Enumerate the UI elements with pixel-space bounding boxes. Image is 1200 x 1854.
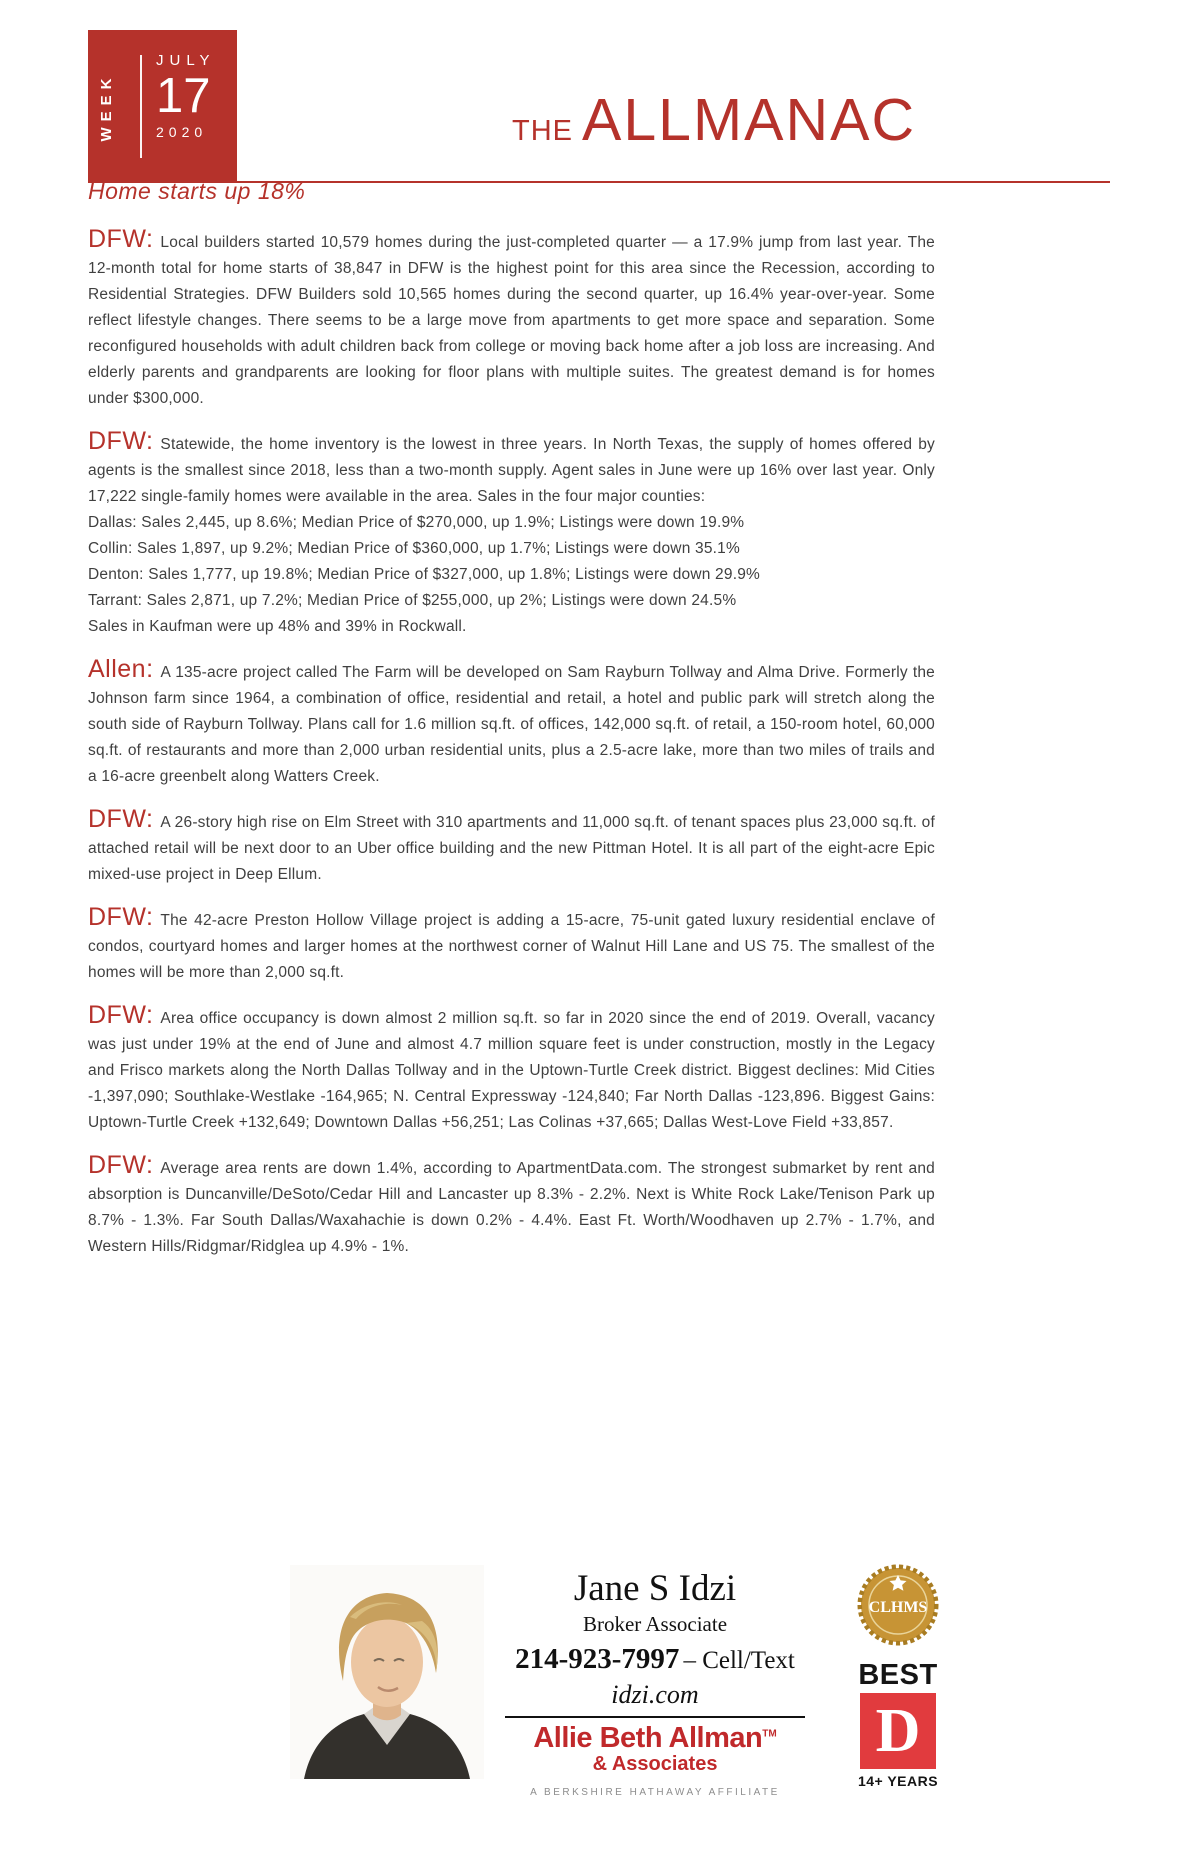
clhms-seal-icon [856, 1563, 940, 1647]
section-lead-dfw: DFW: [88, 225, 154, 253]
agent-contact-block [495, 1563, 815, 1798]
d-magazine-square [860, 1693, 936, 1769]
date-day: 17 [156, 69, 211, 123]
phone-number: 214-923-7997 [515, 1642, 680, 1675]
section-lead-dfw: DFW: [88, 903, 154, 931]
paragraph-area-rents [88, 1153, 935, 1260]
paragraph-text: Statewide, the home inventory is the lowest in three years. In North Texas, the supply of homes offered by agents is the smallest since 2018, less than a two-month supply. Agent sales in June were up 16% over last year. Only 17,222 single-family homes were available in the area. Sales in the four major counties: [88, 436, 935, 505]
badge-divider [140, 55, 142, 158]
paragraph-home-starts [88, 227, 935, 412]
county-stat-line: Collin: Sales 1,897, up 9.2%; Median Price of $360,000, up 1.7%; Listings were down 35.1% [88, 540, 740, 557]
paragraph-text: Local builders started 10,579 homes during the just-completed quarter — a 17.9% jump from last year. The 12-month total for home starts of 38,847 in DFW is the highest point for this area since the Recession, according to Residential Strategies. DFW Builders sold 10,565 homes during the second quarter, up 16.4% year-over-year. Some reflect lifestyle changes. There seems to be a large move from apartments to get more space and separation. Some reconfigured households with adult children back from college or moving back home after a job loss are increasing. And elderly parents and grandparents are looking for floor plans with multiple suites. The greatest demand is for homes under $300,000. [88, 234, 935, 407]
date-year: 2020 [156, 124, 208, 141]
paragraph-inventory [88, 429, 935, 510]
date-month: JULY [156, 52, 216, 69]
agent-name: Jane S Idzi [573, 1568, 737, 1609]
county-stat-line: Dallas: Sales 2,445, up 8.6%; Median Price of $270,000, up 1.9%; Listings were down 19.9% [88, 514, 745, 531]
date-column [156, 52, 216, 140]
county-stat-line: Denton: Sales 1,777, up 19.8%; Median Price of $327,000, up 1.8%; Listings were down 29.9% [88, 566, 761, 583]
best-d-badge [853, 1661, 943, 1789]
brokerage-logo [495, 1721, 815, 1754]
week-label: WEEK [98, 72, 115, 141]
paragraph-preston-hollow [88, 905, 935, 986]
paragraph-text: Average area rents are down 1.4%, according to ApartmentData.com. The strongest submarket by rent and absorption is Duncanville/DeSoto/Cedar Hill and Lancaster up 8.3% - 2.2%. Next is White Rock Lake/Tenison Park up 8.7% - 1.3%. Far South Dallas/Waxahachie is down 0.2% - 4.4%. East Ft. Worth/Woodhaven up 2.7% - 1.7%, and Western Hills/Ridgmar/Ridglea up 4.9% - 1%. [88, 1160, 935, 1255]
title-the: THE [512, 115, 573, 147]
agent-title: Broker Associate [582, 1611, 728, 1636]
clhms-text: CLHMS [868, 1599, 928, 1616]
section-lead-dfw: DFW: [88, 1001, 154, 1029]
county-stat-line: Tarrant: Sales 2,871, up 7.2%; Median Price of $255,000, up 2%; Listings were down 24.5% [88, 592, 737, 609]
phone-suffix: – Cell/Text [683, 1646, 795, 1674]
section-lead-allen: Allen: [88, 655, 154, 683]
county-stat-line: Sales in Kaufman were up 48% and 39% in Rockwall. [88, 618, 467, 635]
best-label: BEST [858, 1659, 938, 1691]
section-lead-dfw: DFW: [88, 805, 154, 833]
website-link[interactable]: idzi.com [611, 1679, 699, 1709]
county-stats [88, 510, 935, 640]
title-allmanac: ALLMANAC [582, 87, 917, 153]
d-letter: D [875, 1697, 921, 1765]
section-lead-dfw: DFW: [88, 427, 154, 455]
agent-photo [290, 1565, 484, 1779]
contact-divider [505, 1716, 805, 1718]
brokerage-name: Allie Beth Allman [533, 1721, 763, 1754]
years-label: 14+ YEARS [857, 1773, 939, 1789]
paragraph-text: Area office occupancy is down almost 2 million sq.ft. so far in 2020 since the end of 2019. Overall, vacancy was just under 19% at the end of June and almost 4.7 million square feet is under construction, mostly in the Legacy and Frisco markets along the North Dallas Tollway and in the Uptown-Turtle Creek district. Biggest declines: Mid Cities -1,397,090; Southlake-Westlake -164,965; N. Central Expressway -124,840; Far North Dallas -123,896. Biggest Gains: Uptown-Turtle Creek +132,649; Downtown Dallas +56,251; Las Colinas +37,665; Dallas West-Love Field +33,857. [88, 1010, 935, 1131]
week-date-badge [88, 30, 237, 183]
paragraph-allen-farm [88, 657, 935, 790]
trademark-symbol: TM [762, 1728, 777, 1740]
brokerage-associates: & Associates [592, 1752, 718, 1775]
paragraph-office-occupancy [88, 1003, 935, 1136]
paragraph-epic-deep-ellum [88, 807, 935, 888]
newsletter-body [88, 178, 935, 1277]
section-lead-dfw: DFW: [88, 1151, 154, 1179]
award-badges [853, 1563, 943, 1789]
phone-line [495, 1643, 815, 1676]
paragraph-text: A 135-acre project called The Farm will be developed on Sam Rayburn Tollway and Alma Drive. Formerly the Johnson farm since 1964, a combination of office, residential and retail, a hotel and public park will stretch along the south side of Rayburn Tollway. Plans call for 1.6 million sq.ft. of offices, 142,000 sq.ft. of retail, a 150-room hotel, 60,000 sq.ft. of restaurants and more than 2,000 urban residential units, plus a 2.5-acre lake, more than two miles of trails and a 16-acre greenbelt along Watters Creek. [88, 664, 935, 785]
newsletter-title [512, 86, 916, 154]
agent-footer [0, 1563, 1200, 1803]
paragraph-text: A 26-story high rise on Elm Street with 310 apartments and 11,000 sq.ft. of tenant spaces plus 23,000 sq.ft. of attached retail will be next door to an Uber office building and the new Pittman Hotel. It is all part of the eight-acre Epic mixed-use project in Deep Ellum. [88, 814, 935, 883]
affiliate-line: A BERKSHIRE HATHAWAY AFFILIATE [530, 1786, 780, 1798]
headline: Home starts up 18% [88, 178, 306, 204]
paragraph-text: The 42-acre Preston Hollow Village project is adding a 15-acre, 75-unit gated luxury residential enclave of condos, courtyard homes and larger homes at the northwest corner of Walnut Hill Lane and US 75. The smallest of the homes will be more than 2,000 sq.ft. [88, 912, 935, 981]
